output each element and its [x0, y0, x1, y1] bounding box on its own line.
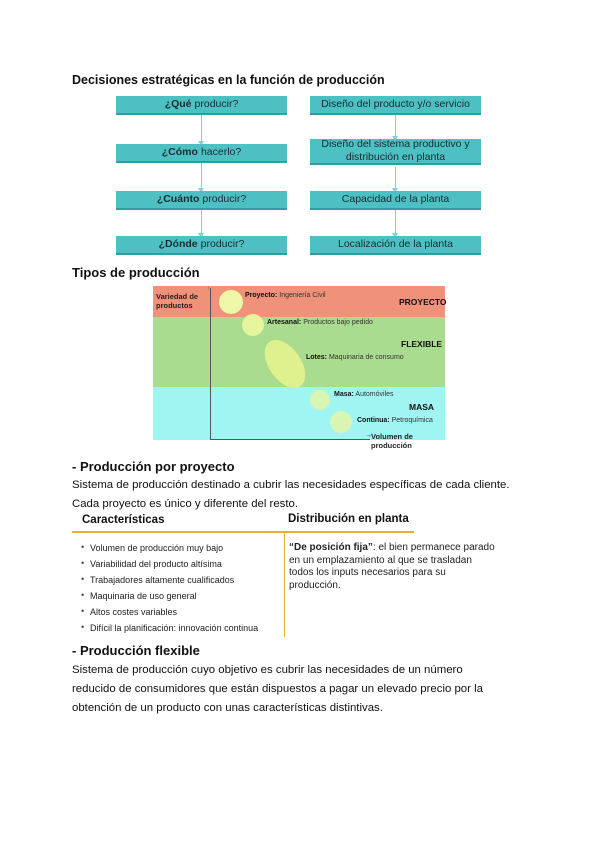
list-item: • Altos costes variables: [90, 607, 177, 617]
paragraph-line: Cada proyecto es único y diferente del resto.: [72, 498, 299, 510]
arrow-down: [201, 163, 202, 189]
point-label-proyecto-text: Ingeniería Civil: [279, 292, 326, 299]
list-item: • Trabajadores altamente cualificados: [90, 575, 234, 585]
decision-box-cuanto: [116, 191, 287, 210]
x-axis-arrow-icon: →: [365, 432, 372, 439]
point-label-artesanal-bold: Artesanal:: [267, 319, 302, 326]
decision-box-como: [116, 144, 287, 163]
paragraph-flexible: [72, 661, 542, 718]
marker-masa: [310, 390, 330, 410]
point-label-masa-text: Automóviles: [355, 391, 394, 398]
section-title-flexible: - Producción flexible: [72, 643, 200, 658]
list-item: • Maquinaria de uso general: [90, 591, 197, 601]
arrow-down: [395, 115, 396, 137]
paragraph-line: Sistema de producción destinado a cubrir las necesidades específicas de cada cliente.: [72, 479, 510, 491]
strategy-box-diseno-producto: Diseño del producto y/o servicio: [310, 96, 481, 115]
point-label-continua-bold: Continua:: [357, 417, 390, 424]
decision-box-que-text: producir?: [194, 97, 239, 110]
decision-box-como-text: hacerlo?: [200, 145, 242, 158]
paragraph-line: obtención de un producto con unas características distintivas.: [72, 702, 383, 714]
arrow-down: [201, 210, 202, 234]
marker-continua: [330, 411, 352, 433]
section-title-proyecto: - Producción por proyecto: [72, 459, 235, 474]
marker-artesanal: [242, 314, 264, 336]
decision-box-que: [116, 96, 287, 115]
point-label-lotes-bold: Lotes:: [306, 354, 327, 361]
production-types-chart: [153, 286, 445, 454]
point-label-proyecto: [245, 292, 326, 299]
band-label-masa: MASA: [409, 402, 435, 412]
distribucion-line: en un emplazamiento al que se trasladan: [289, 554, 472, 566]
decision-box-donde-text: producir?: [200, 237, 245, 250]
table-header-caracteristicas: Características: [82, 514, 165, 526]
decision-box-como-bold: ¿Cómo: [161, 145, 198, 158]
list-item: • Volumen de producción muy bajo: [90, 543, 223, 553]
arrow-down: [201, 115, 202, 142]
decision-box-que-bold: ¿Qué: [164, 97, 192, 110]
paragraph-proyecto: [72, 476, 542, 514]
distribucion-bold: “De posición fija”: [289, 542, 373, 553]
chart-markers: [153, 286, 445, 454]
band-label-flexible: FLEXIBLE: [401, 339, 443, 349]
point-label-artesanal-text: Productos bajo pedido: [303, 319, 373, 326]
point-label-continua-text: Petroquímica: [391, 417, 433, 424]
table-underline-left: [72, 531, 284, 533]
point-label-proyecto-bold: Proyecto:: [245, 292, 278, 299]
point-label-continua: [357, 417, 433, 424]
table-divider: [284, 533, 285, 637]
y-axis-label: Variedad de productos: [156, 292, 199, 310]
section-title-tipos: Tipos de producción: [72, 265, 200, 280]
strategy-box-localizacion: Localización de la planta: [310, 236, 481, 255]
x-axis-label: Volumen de producción: [371, 432, 413, 450]
section-title-decisiones: Decisiones estratégicas en la función de producción: [72, 73, 385, 87]
arrow-down: [395, 210, 396, 234]
point-label-masa-bold: Masa:: [334, 391, 354, 398]
list-item: • Variabilidad del producto altísima: [90, 559, 222, 569]
paragraph-line: reducido de consumidores que están dispuestos a pagar un elevado precio por la: [72, 683, 483, 695]
paragraph-line: Sistema de producción cuyo objetivo es cubrir las necesidades de un número: [72, 664, 463, 676]
list-item: • Difícil la planificación: innovación continua: [90, 623, 258, 633]
distribucion-description: [289, 542, 519, 592]
marker-proyecto: [219, 290, 243, 314]
point-label-masa: [334, 391, 394, 398]
decision-box-donde-bold: ¿Dónde: [158, 237, 198, 250]
marker-lotes: [256, 333, 313, 396]
distribucion-text: : el bien permanece parado: [372, 542, 495, 553]
distribucion-line: todos los inputs necesarios para su: [289, 567, 446, 578]
table-underline-right: [284, 531, 414, 533]
distribucion-line-1: [289, 542, 519, 555]
band-label-proyecto: PROYECTO: [399, 297, 447, 307]
strategy-box-diseno-sistema: Diseño del sistema productivo y distribución en planta: [310, 139, 481, 165]
decision-box-cuanto-text: producir?: [202, 192, 247, 205]
decision-box-cuanto-bold: ¿Cuánto: [156, 192, 200, 205]
strategy-box-capacidad: Capacidad de la planta: [310, 191, 481, 210]
distribucion-line: producción.: [289, 579, 341, 591]
y-axis-arrow-icon: ↑: [207, 286, 210, 292]
point-label-lotes: [306, 354, 404, 361]
table-header-distribucion: Distribución en planta: [288, 513, 409, 525]
point-label-artesanal: [267, 319, 373, 326]
decision-box-donde: [116, 236, 287, 255]
point-label-lotes-text: Maquinaria de consumo: [328, 354, 404, 361]
arrow-down: [395, 167, 396, 189]
